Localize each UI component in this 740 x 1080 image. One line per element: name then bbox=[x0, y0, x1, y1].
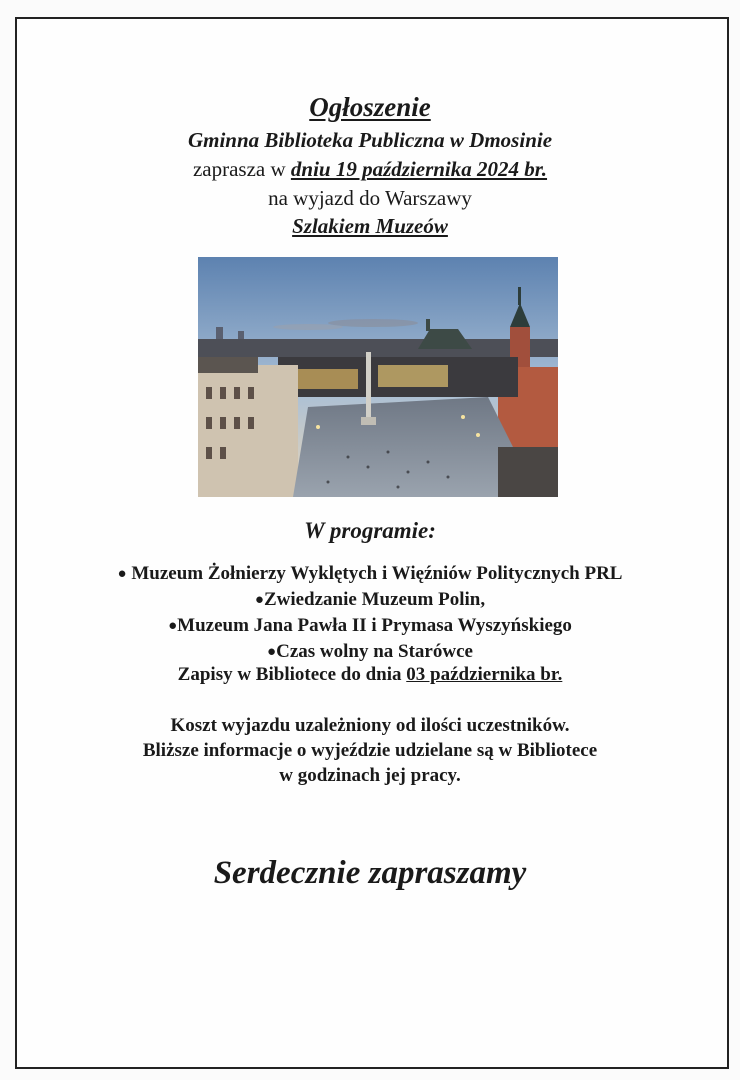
programme-item-label: Muzeum Jana Pawła II i Prymasa Wyszyńskiego bbox=[177, 615, 572, 636]
bullet-icon: ● bbox=[117, 566, 127, 582]
warsaw-old-town-photo bbox=[198, 257, 558, 497]
list-item bbox=[0, 587, 740, 613]
signup-prefix: Zapisy w Bibliotece do dnia bbox=[177, 664, 407, 685]
programme-item-label: Czas wolny na Starówce bbox=[276, 641, 473, 662]
programme-list bbox=[0, 561, 740, 665]
programme-item-label: Zwiedzanie Muzeum Polin, bbox=[263, 589, 486, 610]
info-line: Koszt wyjazdu uzależniony od ilości uczestników. bbox=[170, 715, 570, 736]
trip-date: dniu 19 października 2024 br. bbox=[290, 157, 548, 181]
invite-line bbox=[0, 157, 740, 182]
closing-text: Serdecznie zapraszamy bbox=[213, 855, 527, 891]
list-item bbox=[0, 613, 740, 639]
bullet-icon: ● bbox=[254, 592, 264, 608]
programme-heading: W programie: bbox=[304, 518, 436, 543]
info-block bbox=[0, 713, 740, 788]
notice-title: Ogłoszenie bbox=[309, 92, 431, 122]
programme-item-label: Muzeum Żołnierzy Wyklętych i Więźniów Politycznych PRL bbox=[131, 563, 623, 584]
trip-route-title: Szlakiem Muzeów bbox=[292, 214, 448, 238]
signup-deadline: 03 października br. bbox=[406, 664, 563, 685]
bullet-icon: ● bbox=[168, 618, 178, 634]
list-item bbox=[0, 639, 740, 665]
list-item bbox=[0, 561, 740, 587]
organizer-name: Gminna Biblioteka Publiczna w Dmosinie bbox=[187, 128, 553, 152]
info-line: Bliższe informacje o wyjeździe udzielane są w Bibliotece bbox=[142, 740, 598, 761]
invite-prefix: zaprasza w bbox=[192, 157, 291, 181]
bullet-icon: ● bbox=[267, 644, 277, 660]
trip-destination: na wyjazd do Warszawy bbox=[268, 186, 472, 210]
signup-line bbox=[0, 664, 740, 686]
info-line: w godzinach jej pracy. bbox=[279, 765, 461, 786]
